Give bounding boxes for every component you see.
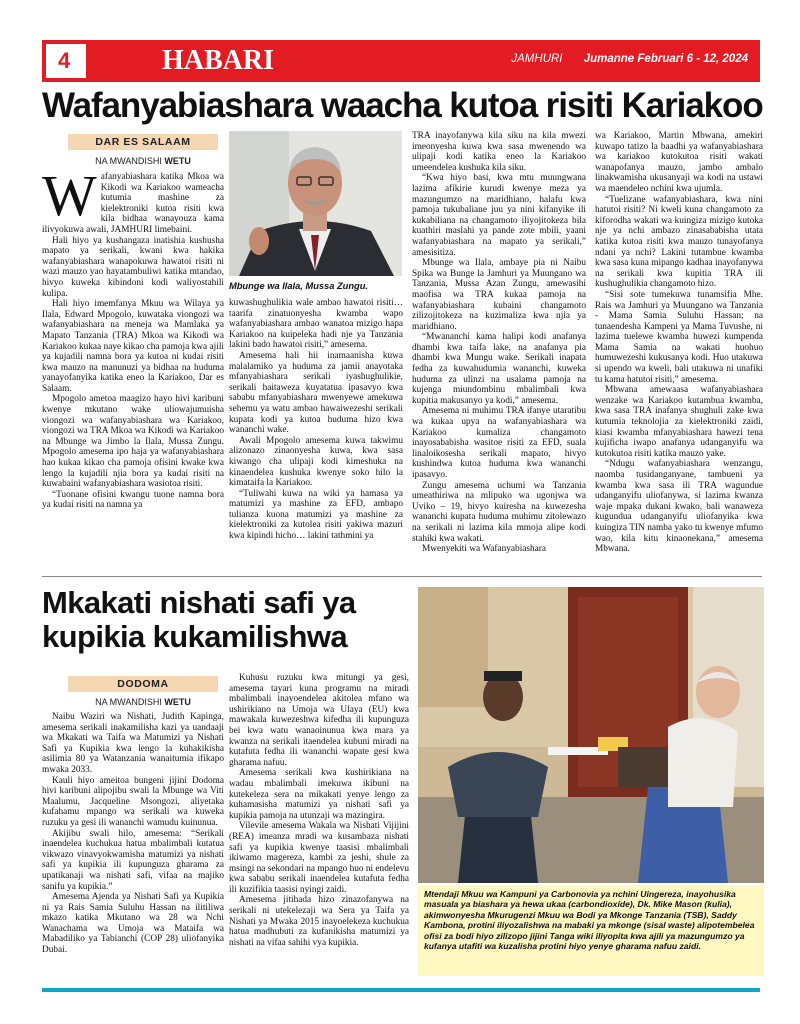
- article1-column-1: [42, 172, 224, 572]
- byline-name: WETU: [164, 156, 191, 166]
- paragraph: Mbwana amewaasa wafanyabiashara wenzake wa Kariakoo kutambua kwamba, kwa sasa TRA inafanya shughuli zake kwa kutumia teknolojia za kielektroniki zaidi, kiasi kwamba mfanyabiashara hawezi tena kujificha iwapo anafanya udanganyifu wa kutokutoa risiti katika mauzo yake.: [595, 385, 763, 459]
- article2-byline: [60, 697, 226, 707]
- paragraph: Amesema hali hii inamaanisha kuwa malalamiko ya huduma za jamii anayotaka mfanyabiashara serikali iyashughulikie, serikali haitaweza kuyatatua ipasavyo kwa sababu mfanyabiashara mwenyewe amekuwa sehemu ya watu ambao hawaiwezeshi serikali kupata kodi ya kutoa huduma hizo kwa wananchi wake.: [229, 350, 403, 436]
- paragraph: “Tuonane ofisini kwangu tuone namna bora ya kudai risiti na namna ya: [42, 489, 224, 511]
- paragraph: “Tuelizane wafanyabiashara, kwa nini hatutoi risiti? Ni kweli kuna changamoto za kiforodha wakati wa kuingiza mizigo kutoka nje ya nchi ambazo zinasababisha utata katika kutoa risiti kwa mauzo tunayofanya ndani ya nchi? Lakini tutambue kwamba kwa sasa kuna mipango kadhaa inayofanywa na serikali kwa kupitia TRA ili kushughulikia changamoto hizo.: [595, 194, 763, 290]
- byline-prefix: NA MWANDISHI: [95, 697, 162, 707]
- page-number-box: [46, 44, 86, 78]
- paragraph: Awali Mpogolo amesema kuwa takwimu alizonazo zinaonyesha kuwa, kwa sasa kiwango cha ulipaji kodi kimeshuka na kinaendelea kushuka kwenye soko hilo la kimataifa la Kariakoo.: [229, 435, 403, 489]
- paragraph: TRA inayofanywa kila siku na kila mwezi imeonyesha kuwa kwa sasa mwenendo wa ulipaji kodi katika eneo la Kariakoo umeendelea kushuka kila siku.: [412, 131, 586, 173]
- byline-name: WETU: [164, 697, 191, 707]
- article1-photo-caption: Mbunge wa Ilala, Mussa Zungu.: [229, 281, 368, 291]
- paragraph: “Ndugu wafanyabiashara wenzangu, naomba tusidanganyane, tambueni ya kwamba kwa sasa ili TRA wagundue udanganyifu uliofanywa, si lazima kwanza waje mpaka dukani kwako, bali wanaweza kugundua udanganyifu uliofanyika kwa kuingiza TIN namba yako tu kwenye mfumo wao, kila kitu kinaonekana,” amesema Mbwana.: [595, 459, 763, 555]
- issue-date: Jumanne Februari 6 - 12, 2024: [583, 53, 748, 65]
- article1-headline: Wafanyabiashara waacha kutoa risiti Kariakoo: [42, 86, 763, 125]
- article1-column-3: [412, 131, 586, 572]
- paragraph: “Mwananchi kama halipi kodi anafanya dhambi kwa taifa lake, na anafanya pia dhambi kwa Mungu wake. Serikali inapata fedha za kuwahudumia wananchi, kuweka huduma za ulinzi na usalama pamoja na kujenga miundombinu mbalimbali kwa kupitia makusanyo ya kodi,” amesema.: [412, 332, 586, 406]
- paragraph: Kauli hiyo ameitoa bungeni jijini Dodoma hivi karibuni alipojibu swali la Mbunge wa Viti Maalumu, Jacqueline Msongozi, aliyetaka kufahamu mpango wa serikali wa kuweka ruzuku ya gesi ili wananchi wamudu kuinunua.: [42, 775, 224, 828]
- article1-column-2: [229, 298, 403, 572]
- article1-photo: [229, 131, 402, 276]
- paragraph: Akijibu swali hilo, amesema: “Serikali inaendelea kuchukua hatua mbalimbali kutatua vikwazo vinavyokwamisha matumizi ya nishati safi ya kupikia ili kupunguza gharama za upatikanaji wa nishati safi, vifaa na majiko sanifu ya kupikia.”: [42, 828, 224, 892]
- paragraph: Mbunge wa Ilala, ambaye pia ni Naibu Spika wa Bunge la Jamhuri ya Muungano wa Tanzania, Mussa Azan Zungu, amewasihi maofisa wa TRA kukaa pamoja na wafanyabiashara kubaini changamoto zilizojitokeza na kuzimaliza kwa njia ya maridhiano.: [412, 258, 586, 332]
- section-divider: [42, 576, 762, 577]
- paragraph: Mpogolo ametoa maagizo hayo hivi karibuni kwenye mkutano wake uliowajumuisha viongozi wa wafanyabiashara wa Kariakoo, viongozi wa TRA Mkoa wa Kikodi wa Kariakoo na Mbunge wa Jimbo la Ilala, Mussa Zungu. Mpogolo amesema ipo haja ya wafanyabiashara hao kukaa kikao cha pamoja ofisini kwake kwa lengo la kujadili njia bora ya kudai risiti na kuwabaini wafanyabiashara wasiotoa risiti.: [42, 394, 224, 490]
- masthead: [511, 53, 748, 65]
- paragraph: Vilevile amesema Wakala wa Nishati Vijijini (REA) imeanza mradi wa kusambaza nishati safi ya kupikia kwenye taasisi mbalimbali ikiwamo magereza, kambi za jeshi, shule za msingi na sekondari na mpango huo ni endelevu kwa sababu serikali inaendelea kutafuta fedha ili kuzifikia taasisi nyingi zaidi.: [229, 821, 409, 895]
- paragraph: Kuhusu ruzuku kwa mitungi ya gesi, amesema tayari kuna programu na miradi mbalimbali inayoendelea akitolea mfano wa ushirikiano na Umoja wa Ulaya (EU) kwa mawakala kuwezeshwa kifedha ili kupunguza bei kwa watu wanaoinunua kwa mara ya kwanza na serikali itaendelea kubuni miradi na kutafuta fedha ili wananchi wapate gesi kwa gharama nafuu.: [229, 673, 409, 768]
- page-number: 4: [58, 48, 71, 73]
- article2-column-2: [229, 673, 409, 980]
- article1-byline: [60, 156, 226, 166]
- paragraph: “Kwa hiyo basi, kwa mtu muungwana lazima afikirie kurudi kwenye meza ya mazungumzo na maridhiano, halafu kwa pamoja tukubaliane juu ya nini kifanyike ili kukabiliana na changamoto iliyojitokeza bila kuathiri maslahi ya pande zote mbili, yaani wafanyabiashara na mapato ya serikali,” amesisitiza.: [412, 173, 586, 258]
- paragraph: “Tuliwahi kuwa na wiki ya hamasa ya matumizi ya mashine za EFD, ambapo tulianza kuona matumizi ya mashine za kielektroniki za kutolea risiti yakiwa mazuri kwa kipindi hicho… lakini tathmini ya: [229, 488, 403, 542]
- article2-photo: [418, 587, 764, 883]
- article1-dateline: DAR ES SALAAM: [68, 134, 218, 150]
- paragraph: “Sisi sote tumekuwa tunamsifia Mhe. Rais wa Jamhuri ya Muungano wa Tanzania - Mama Samia Suluhu Hassan; na tunaendesha Kampeni ya Mama Tuvushe, ni lazima tuelewe kwamba huwezi kumpenda Mama Samia na wakati huohuo humuwezeshi kukusanya kodi. Huo utakuwa si upendo wa kweli, bali utakuwa ni unafiki tu kama hatutoi risiti,” amesema.: [595, 289, 763, 385]
- paragraph: Amesema Ajenda ya Nishati Safi ya Kupikia ni ya Rais Samia Suluhu Hassan na ilitiliwa mkazo katika Mkutano wa 28 wa Nchi Wanachama wa Umoja wa Mataifa wa Mabadiliko ya Tabianchi (COP 28) uliofanyika Dubai.: [42, 892, 224, 956]
- article2-photo-caption: Mtendaji Mkuu wa Kampuni ya Carbonovia ya nchini Uingereza, inayohusika masuala ya biashara ya hewa ukaa (carbondioxide), Dk. Mike Mason (kulia), akimwonyesha Mkurugenzi Mkuu wa Bodi ya Mkonge Tanzania (TSB), Saddy Kambona, protini iliyozalishwa na mabaki ya mkonge (sisal waste) alipotembelea ofisi za bodi hiyo zilizopo jijini Tanga wiki iliyopita kwa ajili ya mazungumzo ya kufanya utafiti wa kuzalisha protini hiyo yenye gharama nafuu zaidi.: [418, 885, 764, 976]
- paragraph: Zungu amesema uchumi wa Tanzania umeathiriwa na mlipuko wa ugonjwa wa Uviko – 19, hivyo kuiresha na kuwezesha wananchi kupata huduma muhimu zitolewazo na serikali ni lazima kila mmoja alipe kodi stahiki kwa wakati.: [412, 480, 586, 544]
- article1-column-4: [595, 131, 763, 572]
- paragraph: wa Kariakoo, Martin Mbwana, amekiri kuwapo tatizo la baadhi ya wafanyabiashara wa kariakoo kutokutoa risiti wakati wanapofanya mauzo, jambo ambalo linakwamisha ukusanyaji wa kodi na ustawi wa maendeleo nchini kwa ujumla.: [595, 131, 763, 194]
- article2-dateline: DODOMA: [68, 676, 218, 692]
- dropcap: W: [42, 172, 97, 228]
- publication-name: JAMHURI: [511, 53, 563, 65]
- byline-prefix: NA MWANDISHI: [95, 156, 162, 166]
- paragraph: Amesema serikali kwa kushirikiana na wadau mbalimbali imekuwa ikibuni na kutekeleza sera na mikakati yenye lengo za kuhamasisha matumizi ya nishati safi ya kupikia pamoja na utunzaji wa mazingira.: [229, 768, 409, 821]
- footer-bar: [42, 988, 760, 992]
- paragraph: afanyabiashara katika Mkoa wa Kikodi wa Kariakoo wameacha kutumia mashine za kielektroniki kutoa risiti kwa kila bidhaa wanayouza kama ilivyokuwa awali, JAMHURI limebaini.: [42, 172, 224, 235]
- paragraph: Hali hiyo imemfanya Mkuu wa Wilaya ya Ilala, Edward Mpogolo, kuwataka viongozi wa wafanyabiashara na meneja wa Mamlaka ya Mapato Tanzania (TRA) Mkoa wa Kikodi wa Kariakoo kukaa naye kikao cha pamoja kwa ajili ya kujadili namna bora ya kutoa ni kudai risiti kwa mauzo na manunuzi ya bidhaa na huduma yanayofanyika katika eneo la Kariakoo, Dar es Salaam.: [42, 299, 224, 394]
- paragraph: kuwashughulikia wale ambao hawatoi risiti… taarifa zinatuonyesha kwamba wapo wafanyabiashara ambao wanatoa mizigo hapa Kariakoo na kuipeleka hadi nje ya Tanzania lakini bado hawatoi risiti,” amesema.: [229, 298, 403, 351]
- section-label: HABARI: [162, 45, 275, 76]
- paragraph: Amesema jitihada hizo zinazofanywa na serikali ni utekelezaji wa Sera ya Taifa ya Nishati ya Mwaka 2015 inayoelekeza kuchukua hatua madhubuti za kufanikisha matumizi ya nishati na vifaa sahihi vya kupikia.: [229, 895, 409, 948]
- article2-headline: Mkakati nishati safi ya kupikia kukamilishwa: [42, 585, 356, 654]
- paragraph: Mwenyekiti wa Wafanyabiashara: [422, 544, 547, 555]
- paragraph: Hali hiyo ya kushangaza inatishia kushusha mapato ya serikali, kwani kwa hakika wafanyabiashara wanapokuwa hawatoi risiti ni wazi mauzo yao hayatambuliwi katika mtandao, hivyo kuweka kibindoni kodi waliyostahili kulipa.: [42, 235, 224, 299]
- paragraph: Naibu Waziri wa Nishati, Judith Kapinga, amesema serikali inakamilisha kazi ya uandaaji wa Mkakati wa Taifa wa Matumizi ya Nishati Safi ya Kupikia kwa lengo la kuhakikisha asilimia 80 ya Watanzania wanaitumia ifikapo mwaka 2033.: [42, 712, 224, 775]
- article2-column-1: [42, 712, 224, 980]
- paragraph: Amesema ni muhimu TRA ifanye utaratibu wa kukaa upya na wafanyabiashara wa Kariakoo kumaliza changamoto inayosababisha wasitoe risiti za EFD, suala linaloikosesha serikali mapato, hivyo kushindwa kutoa huduma kwa wananchi ipasavyo.: [412, 406, 586, 480]
